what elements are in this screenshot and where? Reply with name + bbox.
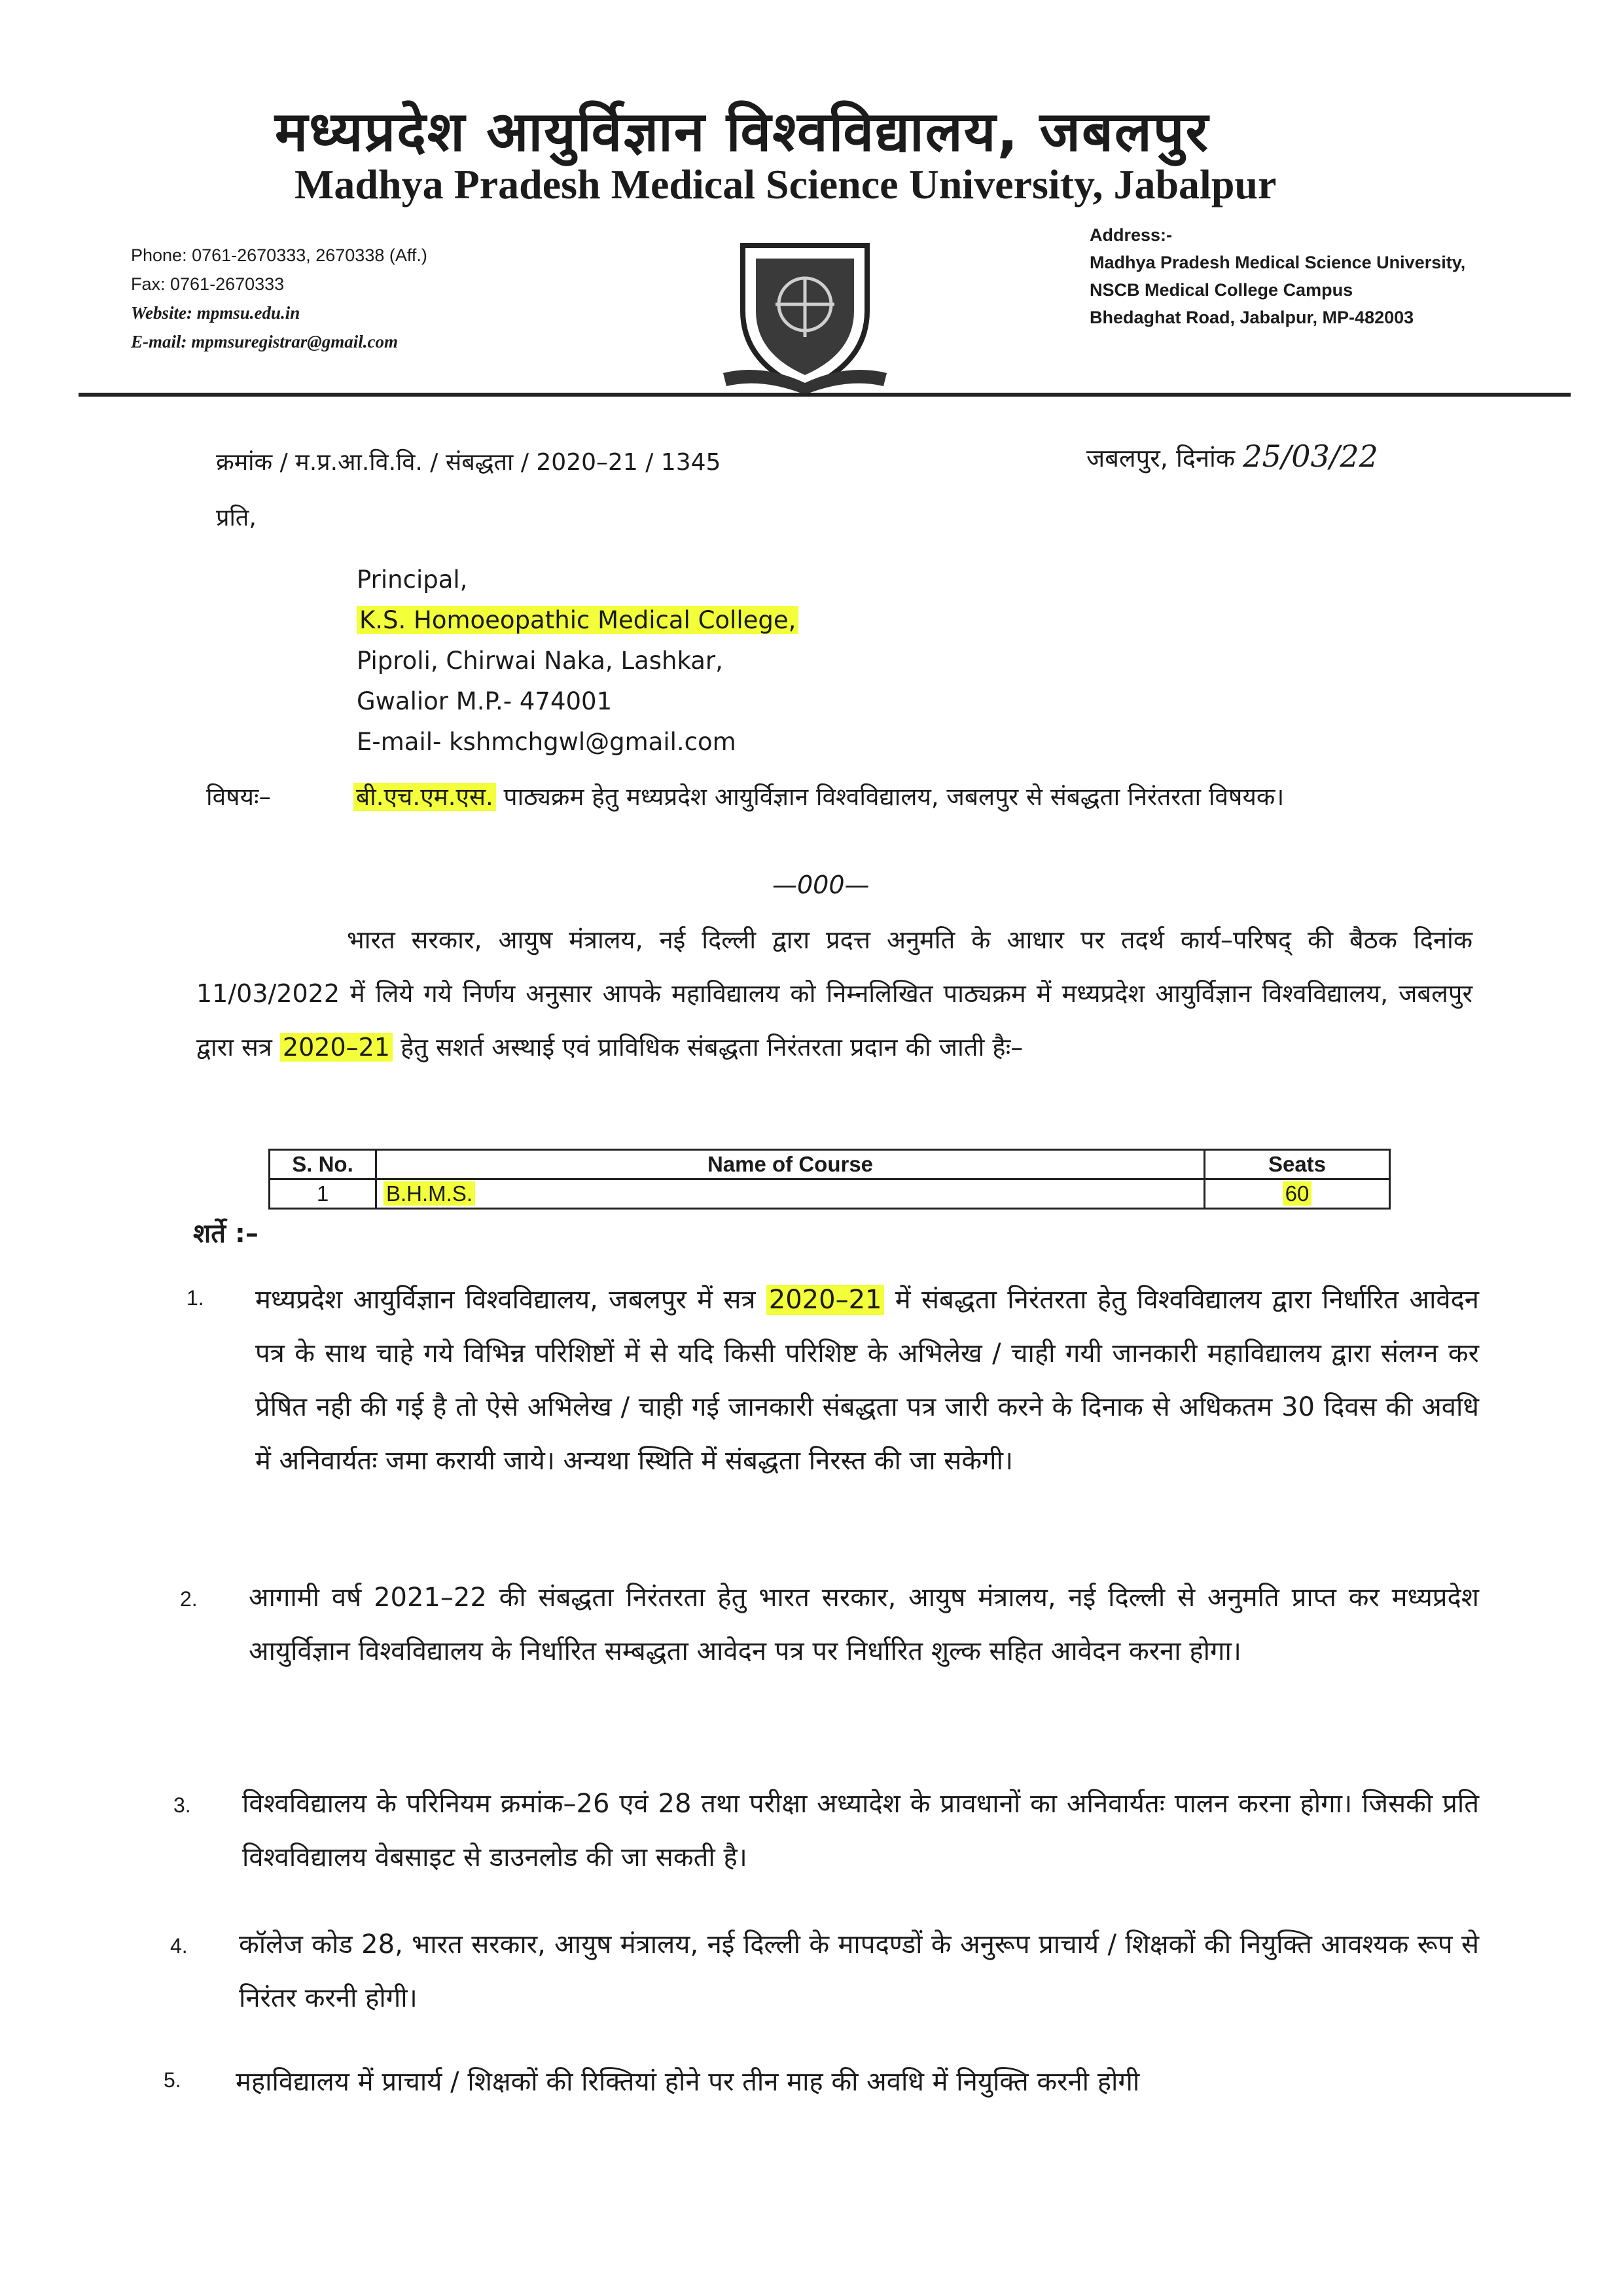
letter-date (1086, 439, 1378, 475)
condition-text: में संबद्धता निरंतरता हेतु विश्वविद्यालय द्वारा निर्धारित आवेदन पत्र के साथ चाहे गये विभिन्न परिशिष्टों में से यदि किसी परिशिष्ट के अभिलेख / चाही गयी जानकारी महाविद्यालय द्वारा संलग्न कर प्रेषित नही की गई है तो ऐसे अभिलेख / चाही गई जानकारी संबद्धता पत्र जारी करने के दिनाक से अधिकतम 30 दिवस की अवधि में अनिवार्यतः जमा करायी जाये। अन्यथा स्थिति में संबद्धता निरस्त की जा सकेगी। (255, 1285, 1480, 1476)
body-paragraph (196, 913, 1472, 1074)
table-cell-sno: 1 (270, 1179, 376, 1209)
condition-number: 5. (164, 2068, 181, 2092)
university-emblem-icon (723, 232, 887, 396)
condition-item (255, 1273, 1479, 1488)
table-header: Name of Course (376, 1150, 1205, 1179)
recipient-email: E-mail- kshmchgwl@gmail.com (357, 728, 736, 756)
address-line: NSCB Medical College Campus (1090, 280, 1353, 300)
table-header: S. No. (270, 1150, 376, 1179)
subject-label: विषयः– (206, 783, 271, 811)
letterhead-title-english: Madhya Pradesh Medical Science University, Jabalpur (294, 161, 1277, 207)
address-block (1090, 221, 1465, 331)
body-part2: हेतु सशर्त अस्थाई एवं प्राविधिक संबद्धता निरंतरता प्रदान की जाती हैः– (401, 1033, 1024, 1062)
table-cell-course: B.H.M.S. (383, 1181, 475, 1206)
date-handwritten: 25/03/22 (1243, 439, 1378, 474)
condition-number: 2. (180, 1587, 198, 1611)
condition-item: विश्वविद्यालय के परिनियम क्रमांक–26 एवं 28 तथा परीक्षा अध्यादेश के प्रावधानों का अनिवार्यतः पालन करना होगा। जिसकी प्रति विश्वविद्यालय वेबसाइट से डाउनलोड की जा सकती है। (242, 1789, 1479, 1873)
condition-number: 3. (173, 1793, 191, 1817)
date-prefix: जबलपुर, दिनांक (1086, 444, 1236, 473)
course-table (268, 1149, 1391, 1210)
conditions-heading: शर्ते :– (193, 1219, 259, 1249)
letterhead-title-hindi: मध्यप्रदेश आयुर्विज्ञान विश्वविद्यालय, जबलपुर (275, 99, 1209, 164)
body-session-highlight: 2020–21 (280, 1033, 393, 1062)
header-divider (79, 393, 1571, 397)
prati-label: प्रति, (216, 505, 257, 531)
condition-item: कॉलेज कोड 28, भारत सरकार, आयुष मंत्रालय, नई दिल्ली के मापदण्डों के अनुरूप प्राचार्य / शिक्षकों की नियुक्ति आवश्यक रूप से निरंतर करनी होगी। (239, 1929, 1479, 2013)
recipient-line: Principal, (357, 565, 468, 594)
recipient-line: Piproli, Chirwai Naka, Lashkar, (357, 647, 723, 675)
address-line: Madhya Pradesh Medical Science University, (1090, 253, 1466, 272)
phone-text: Phone: 0761-2670333, 2670338 (Aff.) (131, 245, 427, 265)
subject-text (353, 776, 1472, 819)
condition-item: आगामी वर्ष 2021–22 की संबद्धता निरंतरता हेतु भारत सरकार, आयुष मंत्रालय, नई दिल्ली से अनुमति प्राप्त कर मध्यप्रदेश आयुर्विज्ञान विश्वविद्यालय के निर्धारित सम्बद्धता आवेदन पत्र पर निर्धारित शुल्क सहित आवेदन करना होगा। (249, 1583, 1479, 1666)
condition-number: 4. (170, 1934, 188, 1958)
condition-item: महाविद्यालय में प्राचार्य / शिक्षकों की रिक्तियां होने पर तीन माह की अवधि में नियुक्ति करनी होगी (236, 2067, 1140, 2097)
separator: —000— (772, 870, 870, 899)
subject-course-highlight: बी.एच.एम.एस. (353, 783, 496, 811)
table-row (270, 1179, 1390, 1209)
body-part1: भारत सरकार, आयुष मंत्रालय, नई दिल्ली द्वारा प्रदत्त अनुमति के आधार पर तदर्थ कार्य–परिषद् की बैठक दिनांक 11/03/2022 में लिये गये निर्णय अनुसार आपके महाविद्यालय को निम्नलिखित पाठ्यक्रम में मध्यप्रदेश आयुर्विज्ञान विश्वविद्यालय, जबलपुर द्वारा सत्र (196, 925, 1472, 1062)
fax-text: Fax: 0761-2670333 (131, 274, 285, 294)
website-text: Website: mpmsu.edu.in (131, 303, 300, 323)
email-text: E-mail: mpmsuregistrar@gmail.com (131, 332, 398, 351)
table-header: Seats (1205, 1150, 1390, 1179)
address-label: Address:- (1090, 225, 1173, 245)
table-cell-seats: 60 (1283, 1181, 1312, 1206)
recipient-college: K.S. Homoeopathic Medical College, (357, 606, 798, 634)
table-header-row (270, 1150, 1390, 1179)
condition-session-highlight: 2020–21 (766, 1285, 885, 1315)
condition-text: मध्यप्रदेश आयुर्विज्ञान विश्वविद्यालय, जबलपुर में सत्र (255, 1285, 756, 1315)
reference-number: क्रमांक / म.प्र.आ.वि.वि. / संबद्धता / 2020–21 / 1345 (216, 449, 721, 476)
recipient-block (357, 560, 798, 762)
subject-body: पाठ्यक्रम हेतु मध्यप्रदेश आयुर्विज्ञान विश्वविद्यालय, जबलपुर से संबद्धता निरंतरता विषयक। (503, 783, 1285, 811)
address-line: Bhedaghat Road, Jabalpur, MP-482003 (1090, 308, 1414, 327)
condition-number: 1. (187, 1286, 204, 1310)
contact-block (131, 241, 427, 356)
recipient-line: Gwalior M.P.- 474001 (357, 687, 613, 715)
